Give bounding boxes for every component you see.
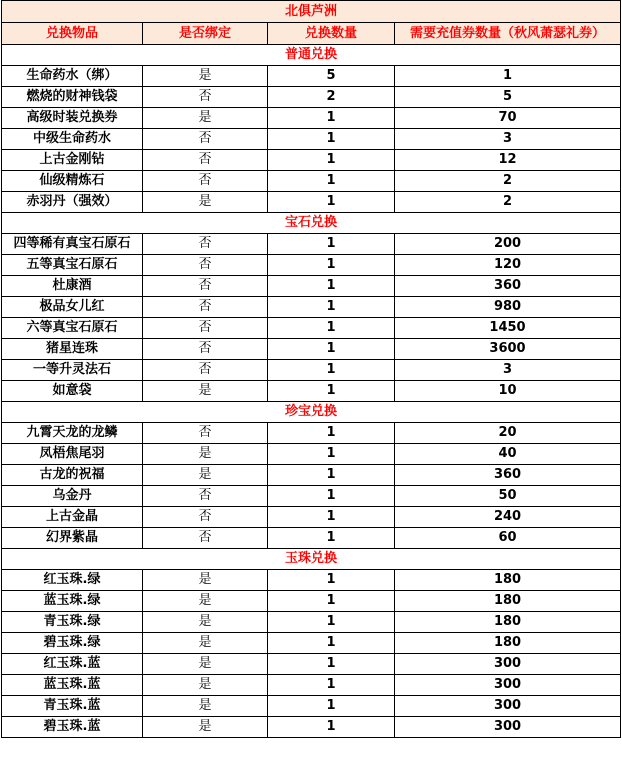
quantity-cell: 1 (268, 675, 395, 696)
bound-cell: 否 (143, 255, 268, 276)
quantity-cell: 1 (268, 276, 395, 297)
quantity-cell: 1 (268, 486, 395, 507)
cost-cell: 240 (395, 507, 621, 528)
item-name-cell: 六等真宝石原石 (2, 318, 143, 339)
quantity-cell: 1 (268, 150, 395, 171)
section-title: 珍宝兑换 (2, 402, 621, 423)
cost-cell: 2 (395, 171, 621, 192)
item-name-cell: 碧玉珠.绿 (2, 633, 143, 654)
quantity-cell: 1 (268, 654, 395, 675)
cost-cell: 180 (395, 570, 621, 591)
table-row (2, 66, 621, 87)
table-row (2, 717, 621, 738)
cost-cell: 180 (395, 612, 621, 633)
bound-cell: 是 (143, 465, 268, 486)
cost-cell: 10 (395, 381, 621, 402)
item-name-cell: 红玉珠.蓝 (2, 654, 143, 675)
table-row (2, 654, 621, 675)
cost-cell: 50 (395, 486, 621, 507)
bound-cell: 否 (143, 318, 268, 339)
bound-cell: 否 (143, 87, 268, 108)
table-row (2, 87, 621, 108)
exchange-table-body (2, 1, 621, 738)
quantity-cell: 1 (268, 612, 395, 633)
bound-cell: 是 (143, 381, 268, 402)
bound-cell: 是 (143, 633, 268, 654)
section-title: 普通兑换 (2, 45, 621, 66)
item-name-cell: 古龙的祝福 (2, 465, 143, 486)
quantity-cell: 1 (268, 528, 395, 549)
quantity-cell: 1 (268, 381, 395, 402)
cost-cell: 300 (395, 654, 621, 675)
bound-cell: 是 (143, 591, 268, 612)
item-name-cell: 如意袋 (2, 381, 143, 402)
quantity-cell: 1 (268, 297, 395, 318)
table-row (2, 150, 621, 171)
quantity-cell: 1 (268, 717, 395, 738)
item-name-cell: 中级生命药水 (2, 129, 143, 150)
item-name-cell: 杜康酒 (2, 276, 143, 297)
cost-cell: 20 (395, 423, 621, 444)
section-row (2, 402, 621, 423)
title-row (2, 1, 621, 23)
item-name-cell: 九霄天龙的龙鳞 (2, 423, 143, 444)
bound-cell: 否 (143, 150, 268, 171)
bound-cell: 是 (143, 192, 268, 213)
bound-cell: 是 (143, 717, 268, 738)
bound-cell: 是 (143, 612, 268, 633)
item-name-cell: 红玉珠.绿 (2, 570, 143, 591)
table-row (2, 108, 621, 129)
exchange-table (1, 0, 621, 738)
bound-cell: 否 (143, 234, 268, 255)
table-row (2, 192, 621, 213)
table-row (2, 381, 621, 402)
cost-cell: 1450 (395, 318, 621, 339)
item-name-cell: 凤梧焦尾羽 (2, 444, 143, 465)
section-row (2, 213, 621, 234)
cost-cell: 1 (395, 66, 621, 87)
cost-cell: 360 (395, 276, 621, 297)
table-row (2, 234, 621, 255)
table-row (2, 507, 621, 528)
bound-cell: 是 (143, 444, 268, 465)
table-row (2, 297, 621, 318)
table-row (2, 318, 621, 339)
item-name-cell: 猪星连珠 (2, 339, 143, 360)
table-row (2, 360, 621, 381)
bound-cell: 是 (143, 108, 268, 129)
cost-cell: 200 (395, 234, 621, 255)
cost-cell: 300 (395, 675, 621, 696)
quantity-cell: 1 (268, 129, 395, 150)
cost-cell: 5 (395, 87, 621, 108)
table-title: 北俱芦洲 (2, 1, 621, 23)
item-name-cell: 燃烧的财神钱袋 (2, 87, 143, 108)
header-item: 兑换物品 (2, 23, 143, 45)
item-name-cell: 碧玉珠.蓝 (2, 717, 143, 738)
item-name-cell: 上古金刚钻 (2, 150, 143, 171)
quantity-cell: 2 (268, 87, 395, 108)
item-name-cell: 五等真宝石原石 (2, 255, 143, 276)
quantity-cell: 1 (268, 507, 395, 528)
cost-cell: 300 (395, 696, 621, 717)
bound-cell: 是 (143, 570, 268, 591)
bound-cell: 否 (143, 360, 268, 381)
cost-cell: 60 (395, 528, 621, 549)
item-name-cell: 上古金晶 (2, 507, 143, 528)
quantity-cell: 1 (268, 108, 395, 129)
quantity-cell: 1 (268, 255, 395, 276)
item-name-cell: 仙级精炼石 (2, 171, 143, 192)
table-row (2, 591, 621, 612)
bound-cell: 否 (143, 486, 268, 507)
item-name-cell: 蓝玉珠.蓝 (2, 675, 143, 696)
header-bound: 是否绑定 (143, 23, 268, 45)
quantity-cell: 1 (268, 360, 395, 381)
item-name-cell: 赤羽丹（强效） (2, 192, 143, 213)
bound-cell: 否 (143, 528, 268, 549)
section-row (2, 45, 621, 66)
cost-cell: 120 (395, 255, 621, 276)
header-row (2, 23, 621, 45)
table-row (2, 696, 621, 717)
item-name-cell: 极品女儿红 (2, 297, 143, 318)
table-row (2, 612, 621, 633)
quantity-cell: 1 (268, 465, 395, 486)
item-name-cell: 生命药水（绑） (2, 66, 143, 87)
table-row (2, 276, 621, 297)
bound-cell: 是 (143, 675, 268, 696)
cost-cell: 3600 (395, 339, 621, 360)
quantity-cell: 1 (268, 339, 395, 360)
bound-cell: 否 (143, 423, 268, 444)
item-name-cell: 高级时装兑换券 (2, 108, 143, 129)
bound-cell: 否 (143, 297, 268, 318)
item-name-cell: 蓝玉珠.绿 (2, 591, 143, 612)
section-row (2, 549, 621, 570)
bound-cell: 否 (143, 507, 268, 528)
cost-cell: 300 (395, 717, 621, 738)
table-row (2, 129, 621, 150)
bound-cell: 否 (143, 129, 268, 150)
cost-cell: 40 (395, 444, 621, 465)
item-name-cell: 青玉珠.绿 (2, 612, 143, 633)
item-name-cell: 一等升灵法石 (2, 360, 143, 381)
cost-cell: 3 (395, 360, 621, 381)
item-name-cell: 四等稀有真宝石原石 (2, 234, 143, 255)
quantity-cell: 1 (268, 444, 395, 465)
cost-cell: 180 (395, 591, 621, 612)
item-name-cell: 青玉珠.蓝 (2, 696, 143, 717)
item-name-cell: 乌金丹 (2, 486, 143, 507)
section-title: 宝石兑换 (2, 213, 621, 234)
quantity-cell: 1 (268, 591, 395, 612)
cost-cell: 980 (395, 297, 621, 318)
item-name-cell: 幻界紫晶 (2, 528, 143, 549)
header-cost: 需要充值券数量（秋风萧瑟礼券） (395, 23, 621, 45)
table-row (2, 465, 621, 486)
table-row (2, 675, 621, 696)
table-row (2, 339, 621, 360)
cost-cell: 70 (395, 108, 621, 129)
bound-cell: 否 (143, 171, 268, 192)
quantity-cell: 1 (268, 192, 395, 213)
quantity-cell: 1 (268, 570, 395, 591)
table-row (2, 633, 621, 654)
bound-cell: 是 (143, 66, 268, 87)
cost-cell: 3 (395, 129, 621, 150)
quantity-cell: 5 (268, 66, 395, 87)
cost-cell: 2 (395, 192, 621, 213)
cost-cell: 180 (395, 633, 621, 654)
quantity-cell: 1 (268, 633, 395, 654)
quantity-cell: 1 (268, 696, 395, 717)
table-row (2, 486, 621, 507)
bound-cell: 否 (143, 276, 268, 297)
table-row (2, 255, 621, 276)
quantity-cell: 1 (268, 234, 395, 255)
quantity-cell: 1 (268, 318, 395, 339)
table-row (2, 444, 621, 465)
section-title: 玉珠兑换 (2, 549, 621, 570)
table-row (2, 570, 621, 591)
bound-cell: 是 (143, 654, 268, 675)
quantity-cell: 1 (268, 423, 395, 444)
cost-cell: 12 (395, 150, 621, 171)
bound-cell: 是 (143, 696, 268, 717)
table-row (2, 528, 621, 549)
bound-cell: 否 (143, 339, 268, 360)
table-row (2, 423, 621, 444)
quantity-cell: 1 (268, 171, 395, 192)
cost-cell: 360 (395, 465, 621, 486)
header-quantity: 兑换数量 (268, 23, 395, 45)
table-row (2, 171, 621, 192)
